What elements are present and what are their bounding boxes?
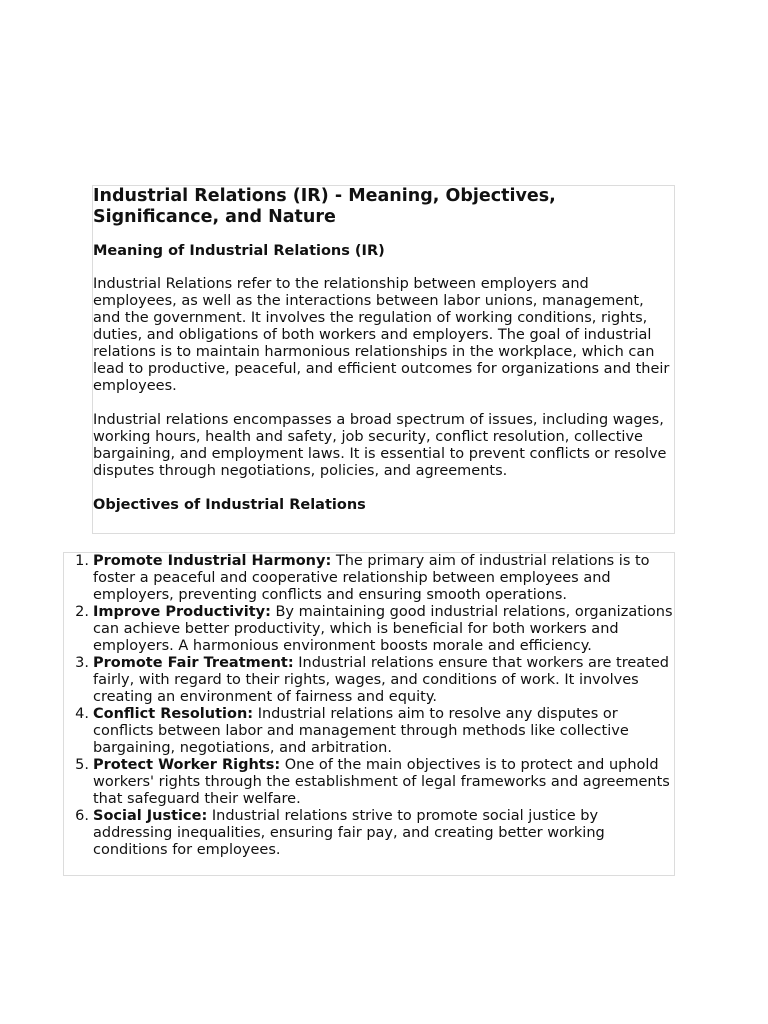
list-item: [64, 706, 674, 757]
list-item: [64, 808, 674, 859]
objectives-list: [64, 553, 674, 859]
meaning-heading: Meaning of Industrial Relations (IR): [93, 243, 385, 259]
objectives-list-section: [63, 552, 675, 876]
list-item-title: Promote Fair Treatment:: [93, 655, 294, 671]
list-item-text: Industrial relations ensure that workers are treated fairly, with regard to their rights, wages, and conditions of work. It involves creating an environment of fairness and equity.: [93, 655, 669, 705]
list-item-title: Conflict Resolution:: [93, 706, 254, 722]
intro-section: [92, 185, 675, 534]
list-item-title: Protect Worker Rights:: [93, 757, 281, 773]
list-item-number: 3.: [75, 655, 89, 671]
list-item-number: 2.: [75, 604, 89, 620]
list-item-number: 1.: [75, 553, 89, 569]
list-item-text: Industrial relations aim to resolve any disputes or conflicts between labor and management through methods like collective bargaining, negotiations, and arbitration.: [93, 706, 629, 756]
list-item: [64, 604, 674, 655]
list-item-number: 5.: [75, 757, 89, 773]
list-item-text: Industrial relations strive to promote social justice by addressing inequalities, ensuring fair pay, and creating better working conditions for employees.: [93, 808, 605, 858]
list-item-title: Social Justice:: [93, 808, 208, 824]
list-item-title: Promote Industrial Harmony:: [93, 553, 332, 569]
meaning-paragraph-2: Industrial relations encompasses a broad spectrum of issues, including wages, working hours, health and safety, job security, conflict resolution, collective bargaining, and employment laws. It is essential to prevent conflicts or resolve disputes through negotiations, policies, and agreements.: [93, 412, 667, 479]
list-item-text: By maintaining good industrial relations, organizations can achieve better productivity, which is beneficial for both workers and employers. A harmonious environment boosts morale and efficiency.: [93, 604, 673, 654]
list-item: [64, 757, 674, 808]
list-item-text: The primary aim of industrial relations is to foster a peaceful and cooperative relationship between employees and employers, preventing conflicts and ensuring smooth operations.: [93, 553, 650, 603]
intro-content: [93, 186, 673, 514]
page-title: Industrial Relations (IR) - Meaning, Objectives, Significance, and Nature: [93, 186, 556, 227]
list-item: [64, 655, 674, 706]
list-item-number: 4.: [75, 706, 89, 722]
list-item: [64, 553, 674, 604]
list-item-title: Improve Productivity:: [93, 604, 271, 620]
list-item-text: One of the main objectives is to protect and uphold workers' rights through the establishment of legal frameworks and agreements that safeguard their welfare.: [93, 757, 670, 807]
objectives-heading: Objectives of Industrial Relations: [93, 497, 366, 513]
meaning-paragraph-1: Industrial Relations refer to the relationship between employers and employees, as well as the interactions between labor unions, management, and the government. It involves the regulation of working conditions, rights, duties, and obligations of both workers and employers. The goal of industrial relations is to maintain harmonious relationships in the workplace, which can lead to productive, peaceful, and efficient outcomes for organizations and their employees.: [93, 276, 670, 394]
list-item-number: 6.: [75, 808, 89, 824]
